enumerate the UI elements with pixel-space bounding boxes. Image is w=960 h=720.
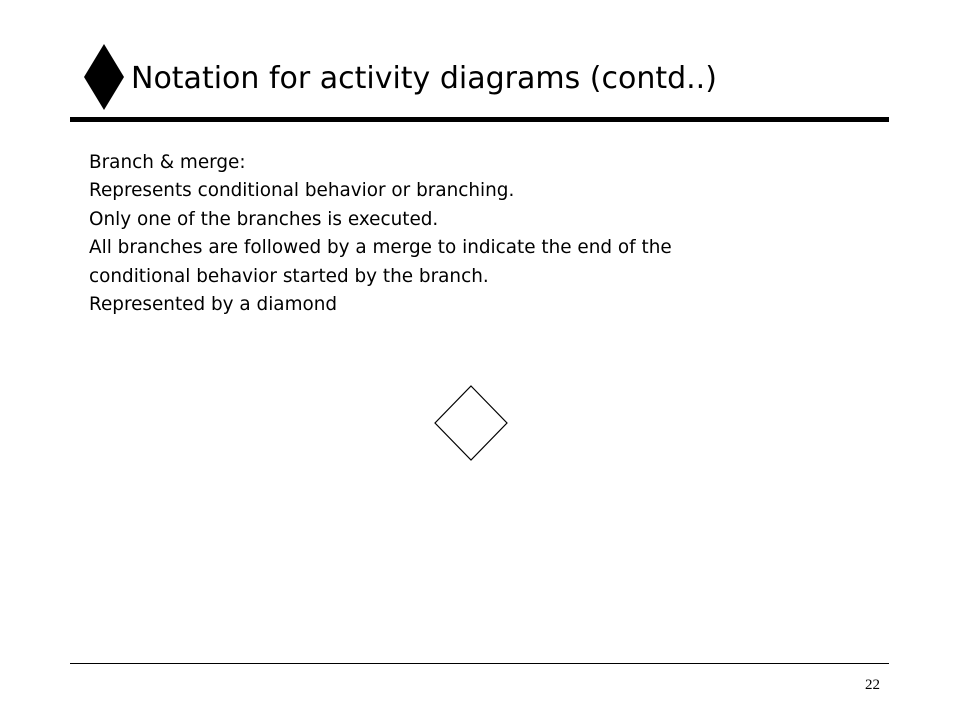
page-number: 22: [865, 677, 880, 693]
body-line: Only one of the branches is executed.: [89, 208, 439, 230]
body-line: conditional behavior started by the branch.: [89, 265, 489, 287]
body-line: Branch & merge:: [89, 152, 246, 173]
decision-diamond-icon: [434, 385, 508, 461]
body-line: Represented by a diamond: [89, 294, 338, 316]
page-title: Notation for activity diagrams (contd..): [131, 61, 717, 96]
body-text: [89, 149, 869, 319]
body-line: Represents conditional behavior or branching.: [89, 180, 515, 202]
diamond-bullet-icon: [84, 44, 124, 110]
footer-divider: [70, 663, 889, 664]
title-divider: [70, 117, 889, 122]
body-line: All branches are followed by a merge to indicate the end of the: [89, 237, 672, 259]
